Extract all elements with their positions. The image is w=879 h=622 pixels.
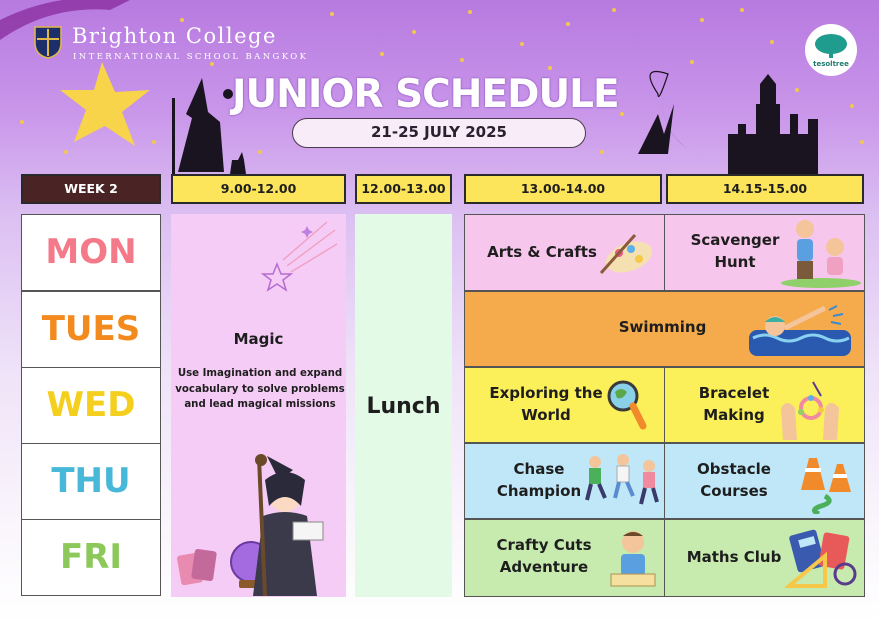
activity-label: Maths Club xyxy=(686,548,782,566)
day-label-tues: TUES xyxy=(21,291,161,368)
activity-obstacle-courses xyxy=(664,443,865,519)
activity-exploring-the-world xyxy=(464,367,665,443)
activity-arts-crafts xyxy=(464,214,665,291)
time-slot-header-4: 14.15-15.00 xyxy=(666,174,864,204)
activity-chase-champion xyxy=(464,443,665,519)
activity-label: Chase Champion xyxy=(496,460,582,500)
day-label-fri: FRI xyxy=(21,519,161,596)
page-title: JUNIOR SCHEDULE xyxy=(232,72,619,117)
star-icon xyxy=(60,60,160,150)
activity-label: Exploring the World xyxy=(489,384,603,424)
activity-label: Arts & Crafts xyxy=(487,243,597,261)
witch-girl-icon xyxy=(173,450,345,597)
activity-crafty-cuts-adventure xyxy=(464,519,665,597)
swimmer-icon xyxy=(745,304,855,360)
magic-description: Use Imagination and expand vocabulary to solve problems and lead magical missions xyxy=(175,368,345,410)
running-kids-icon xyxy=(583,454,663,506)
traffic-cones-icon xyxy=(795,450,855,514)
activity-label: Crafty Cuts Adventure xyxy=(496,536,592,576)
activity-label: Scavenger Hunt xyxy=(690,231,780,271)
activity-bracelet-making xyxy=(664,367,865,443)
day-label-thu: THU xyxy=(21,443,161,520)
day-label-mon: MON xyxy=(21,214,161,291)
moon-castle-silhouette-icon xyxy=(628,44,868,174)
tesoltree-text: tesoltree xyxy=(813,60,849,68)
day-label-wed: WED xyxy=(21,367,161,444)
magic-session xyxy=(171,214,346,597)
paint-palette-icon xyxy=(595,225,661,283)
brand-subtitle: INTERNATIONAL SCHOOL BANGKOK xyxy=(73,52,309,62)
activity-scavenger-hunt xyxy=(664,214,865,291)
bracelet-hands-icon xyxy=(777,378,843,440)
activity-swimming xyxy=(464,291,865,367)
lunch-session xyxy=(355,214,452,597)
school-crest-logo xyxy=(33,25,63,59)
calculator-ruler-icon xyxy=(785,526,859,592)
activity-label: Swimming xyxy=(618,318,707,336)
week-label: WEEK 2 xyxy=(21,174,161,204)
brand-name: Brighton College xyxy=(72,24,277,48)
time-slot-header-3: 13.00-14.00 xyxy=(464,174,662,204)
date-range: 21-25 JULY 2025 xyxy=(292,118,586,148)
magic-title: Magic xyxy=(233,330,284,348)
time-slot-header-2: 12.00-13.00 xyxy=(355,174,452,204)
lunch-label: Lunch xyxy=(366,394,441,419)
shooting-star-icon xyxy=(257,220,341,292)
activity-label: Bracelet Making xyxy=(698,384,770,424)
kids-exploring-icon xyxy=(777,217,863,289)
magnifying-globe-icon xyxy=(605,378,647,434)
activity-label: Obstacle Courses xyxy=(697,460,771,500)
activity-maths-club xyxy=(664,519,865,597)
cutting-paper-kid-icon xyxy=(603,528,663,590)
time-slot-header-1: 9.00-12.00 xyxy=(171,174,346,204)
